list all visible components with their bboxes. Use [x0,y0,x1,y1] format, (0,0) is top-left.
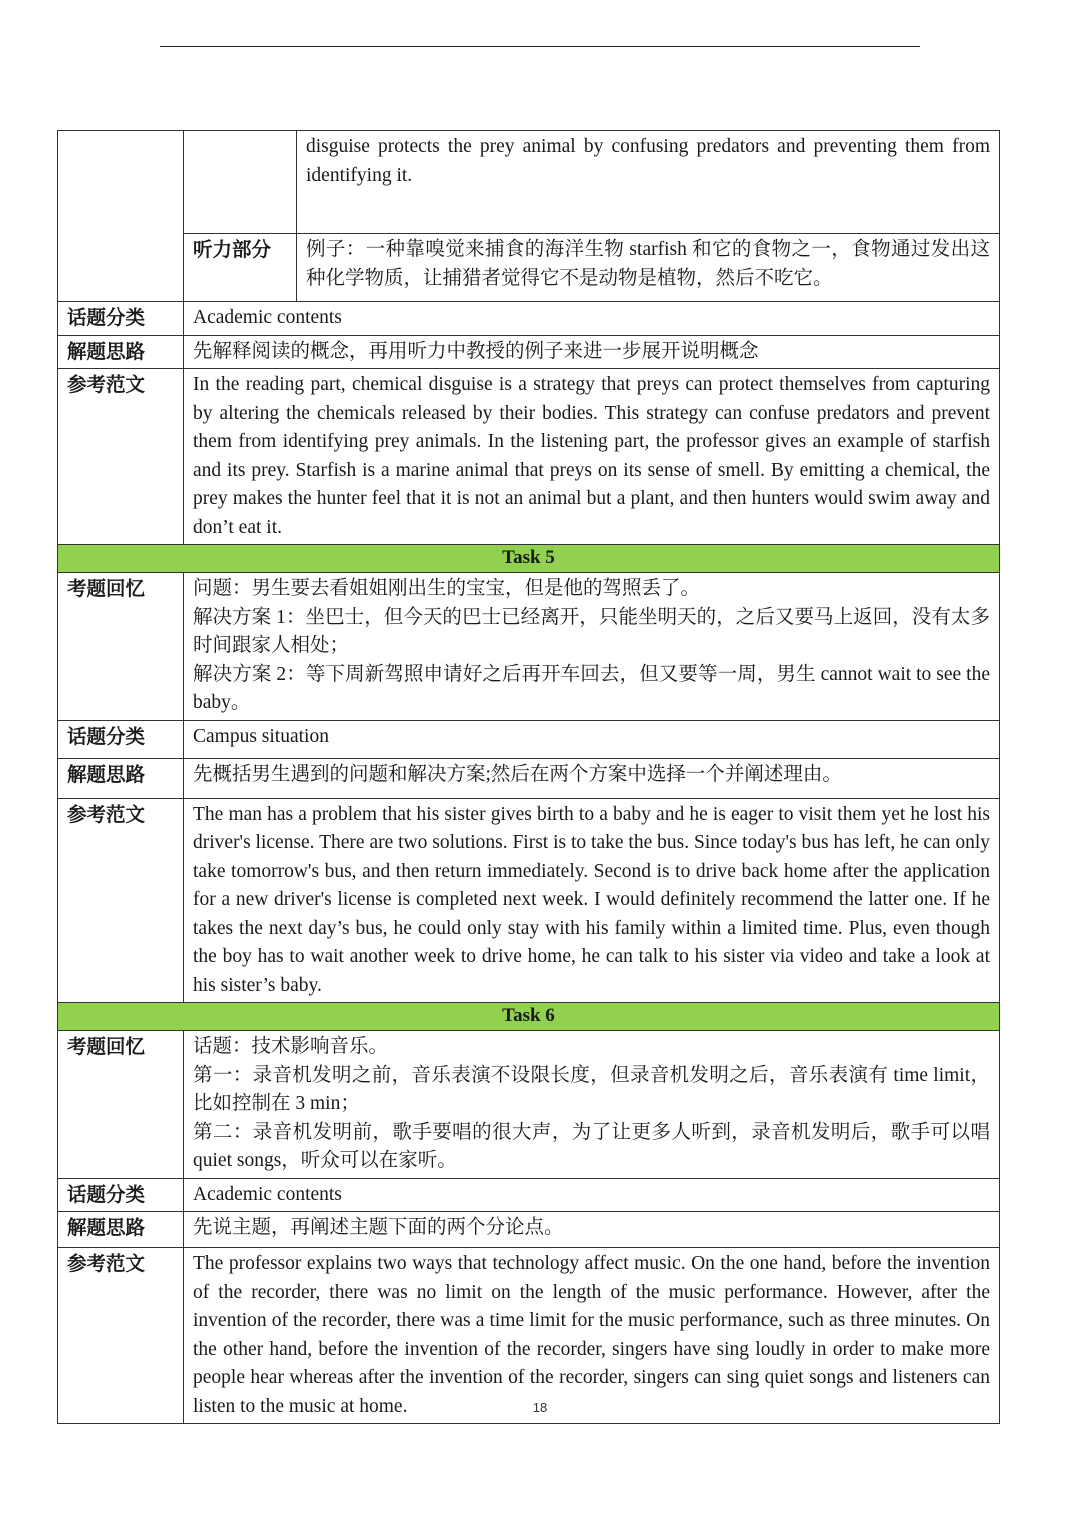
task5-recall-line: 问题：男生要去看姐姐刚出生的宝宝，但是他的驾照丢了。 [193,578,701,599]
task6-approach-label: 解题思路 [58,1212,184,1248]
listening-label: 听力部分 [184,234,297,302]
approach-label: 解题思路 [58,335,184,369]
task6-topic-value: Academic contents [184,1178,1000,1212]
listening-text: 例子：一种靠嗅觉来捕食的海洋生物 starfish 和它的食物之一，食物通过发出这种化学物质，让捕猎者觉得它不是动物是植物，然后不吃它。 [297,234,1000,302]
topic-label: 话题分类 [58,302,184,336]
task6-recall-line: 第二：录音机发明前，歌手要唱的很大声，为了让更多人听到，录音机发明后，歌手可以唱 quiet songs，听众可以在家听。 [193,1121,990,1171]
empty-label-cell [58,131,184,302]
task6-topic-row [58,1178,1000,1212]
task5-recall-row [58,573,1000,721]
task5-approach-label: 解题思路 [58,758,184,798]
reading-text: disguise protects the prey animal by confusing predators and preventing them from identifying it. [297,131,1000,234]
task6-sample-text: The professor explains two ways that technology affect music. On the one hand, before the invention of the recorder, there was no limit on the length of the music performance. However, after the invention of the recorder, there was a time limit for the music performance, such as three minutes. On the other hand, before the invention of the recorder, singers have sing loudly in order to make more people hear whereas after the invention of the recorder, singers can sing quiet songs and listeners can listen to the music at home. [184,1248,1000,1424]
task6-recall-line: 第一：录音机发明之前，音乐表演不设限长度，但录音机发明之后，音乐表演有 time limit，比如控制在 3 min； [193,1064,990,1114]
task5-sample-label: 参考范文 [58,798,184,1003]
listening-row [58,234,1000,302]
task5-approach-row [58,758,1000,798]
task5-title: Task 5 [58,545,1000,573]
task6-approach-value: 先说主题，再阐述主题下面的两个分论点。 [184,1212,1000,1248]
task5-topic-value: Campus situation [184,720,1000,758]
task6-recall-text [184,1031,1000,1179]
task6-sample-row [58,1248,1000,1424]
reading-row [58,131,1000,234]
sample-label: 参考范文 [58,369,184,545]
task6-approach-row [58,1212,1000,1248]
content-table [57,130,1000,1424]
sample-row [58,369,1000,545]
task6-recall-label: 考题回忆 [58,1031,184,1179]
page-number: 18 [532,1400,548,1415]
task6-header-row [58,1003,1000,1031]
task5-recall-label: 考题回忆 [58,573,184,721]
topic-value: Academic contents [184,302,1000,336]
header-rule [160,46,920,47]
task6-recall-row [58,1031,1000,1179]
task5-topic-row [58,720,1000,758]
task6-topic-label: 话题分类 [58,1178,184,1212]
task5-sample-row [58,798,1000,1003]
task5-topic-label: 话题分类 [58,720,184,758]
task5-recall-line: 解决方案 2：等下周新驾照申请好之后再开车回去，但又要等一周，男生 cannot wait to see the baby。 [193,663,990,713]
task5-approach-value: 先概括男生遇到的问题和解决方案;然后在两个方案中选择一个并阐述理由。 [184,758,1000,798]
task6-recall-line: 话题：技术影响音乐。 [193,1036,389,1057]
approach-row [58,335,1000,369]
task5-recall-text [184,573,1000,721]
approach-value: 先解释阅读的概念，再用听力中教授的例子来进一步展开说明概念 [184,335,1000,369]
task6-sample-label: 参考范文 [58,1248,184,1424]
task5-header-row [58,545,1000,573]
topic-row [58,302,1000,336]
task5-sample-text: The man has a problem that his sister gives birth to a baby and he is eager to visit them yet he lost his driver's license. There are two solutions. First is to take the bus. Since today's bus has left, he can only take tomorrow's bus, and then return immediately. Second is to drive back home after the application for a new driver's license is completed next week. I would definitely recommend the latter one. If he takes the next day’s bus, he could only stay with his family within a limited time. Plus, even though the boy has to wait another week to drive home, he can talk to his sister via video and take a look at his sister’s baby. [184,798,1000,1003]
task5-recall-line: 解决方案 1：坐巴士，但今天的巴士已经离开，只能坐明天的，之后又要马上返回，没有太多时间跟家人相处； [193,606,990,656]
task6-title: Task 6 [58,1003,1000,1031]
empty-sublabel-cell [184,131,297,234]
sample-text: In the reading part, chemical disguise is a strategy that preys can protect themselves from capturing by altering the chemicals released by their bodies. This strategy can confuse predators and prevent them from identifying prey animals. In the listening part, the professor gives an example of starfish and its prey. Starfish is a marine animal that preys on its sense of smell. By emitting a chemical, the prey makes the hunter feel that it is not an animal but a plant, and then hunters would swim away and don’t eat it. [184,369,1000,545]
